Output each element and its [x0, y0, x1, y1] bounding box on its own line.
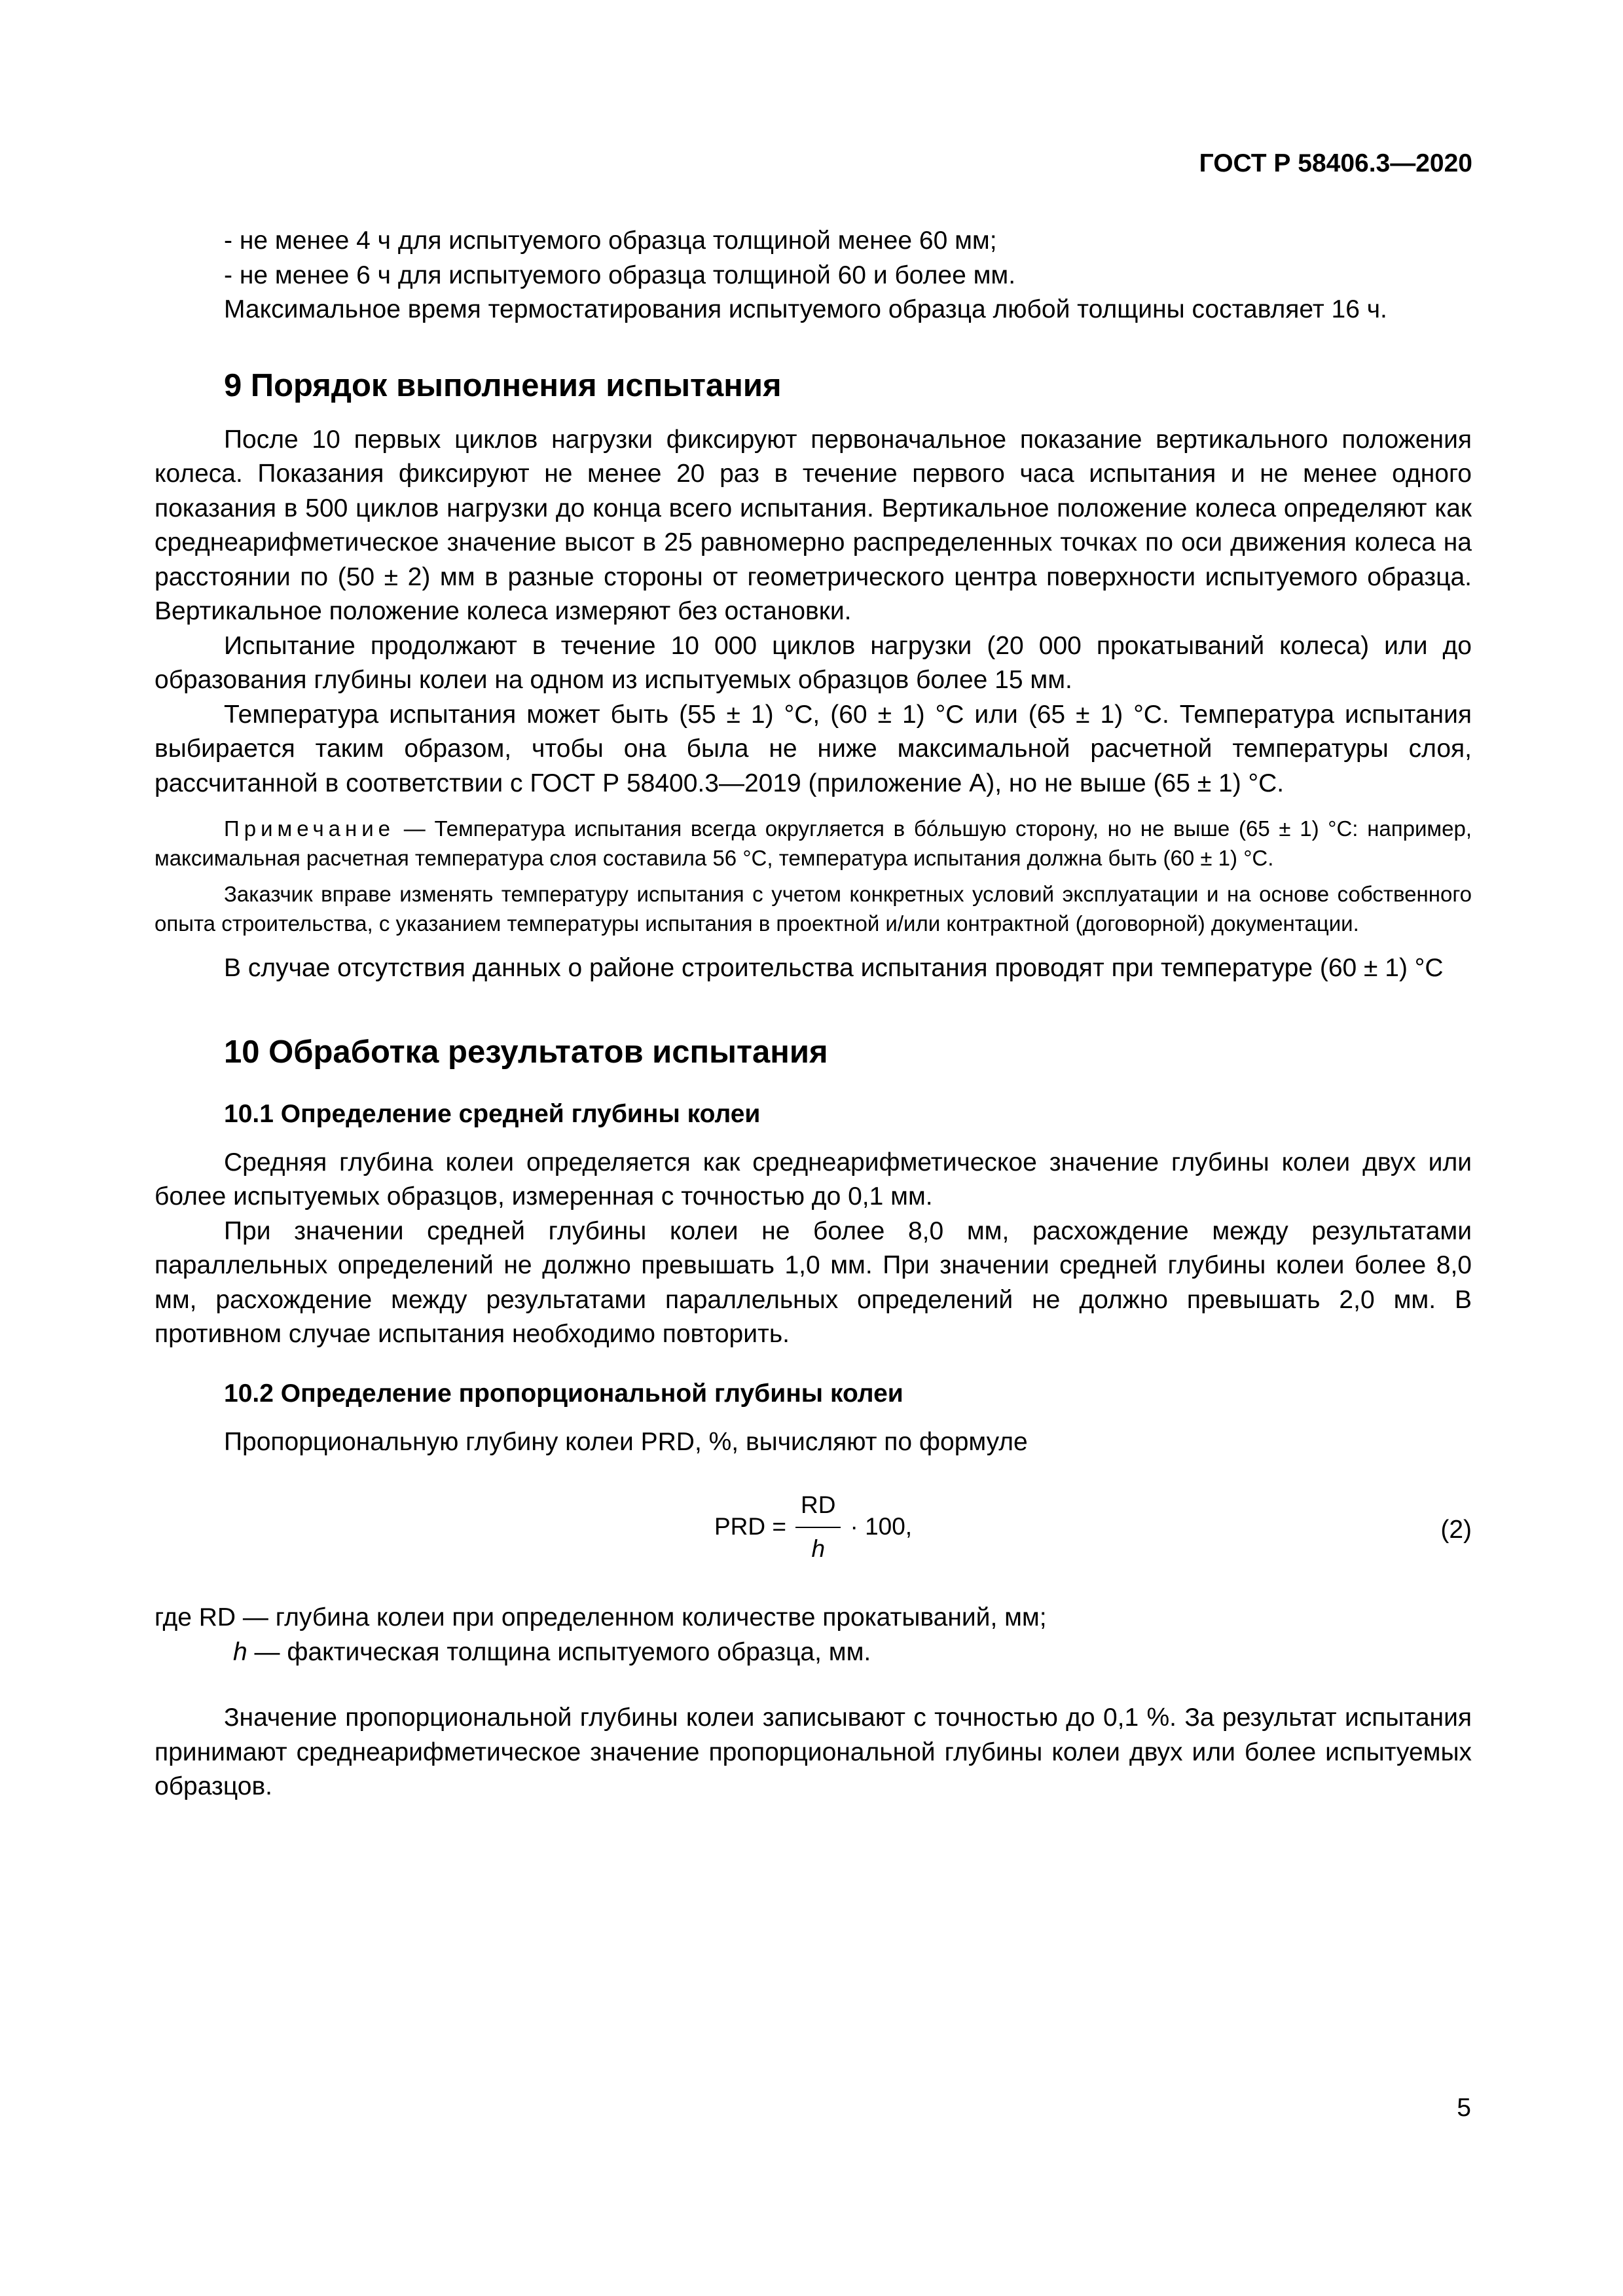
note-label: Примечание	[224, 816, 395, 841]
list-item: - не менее 6 ч для испытуемого образца толщиной 60 и более мм.	[224, 261, 1016, 289]
subsection-heading-10-2: 10.2 Определение пропорциональной глубины колеи	[224, 1379, 903, 1408]
note-text: — Температура испытания всегда округляется в бóльшую сторону, но не выше (65 ± 1) °С: например, максимальная расчетная температура слоя составила 56 °С, температура испытания должна быть (60 ± 1) °С.	[155, 816, 1472, 870]
paragraph: Испытание продолжают в течение 10 000 циклов нагрузки (20 000 прокатываний колеса) или до образования глубины колеи на одном из испытуемых образцов более 15 мм.	[155, 631, 1472, 694]
paragraph: Максимальное время термостатирования испытуемого образца любой толщины составляет 16 ч.	[224, 295, 1387, 323]
where-symbol: h	[233, 1637, 247, 1666]
formula-block	[155, 1482, 1472, 1586]
where-line: где RD — глубина колеи при определенном количестве прокатываний, мм;	[155, 1603, 1047, 1631]
paragraph: После 10 первых циклов нагрузки фиксируют первоначальное показание вертикального положения колеса. Показания фиксируют не менее 20 раз в течение первого часа испытания и не менее одного показания в 500 циклов нагрузки до конца всего испытания. Вертикальное положение колеса определяют как среднеарифметическое значение высот в 25 равномерно распределенных точках по оси движения колеса на расстоянии по (50 ± 2) мм в разные стороны от геометрического центра поверхности испытуемого образца. Вертикальное положение колеса измеряют без остановки.	[155, 425, 1472, 625]
where-text: — фактическая толщина испытуемого образца, мм.	[247, 1637, 871, 1666]
equation-number: (2)	[1440, 1516, 1472, 1544]
formula	[714, 1488, 912, 1566]
paragraph: При значении средней глубины колеи не более 8,0 мм, расхождение между результатами параллельных определений не должно превышать 1,0 мм. При значении средней глубины колеи более 8,0 мм, расхождение между результатами параллельных определений не должно превышать 2,0 мм. В противном случае испытания необходимо повторить.	[155, 1216, 1472, 1348]
formula-lhs: PRD =	[714, 1513, 787, 1540]
list-item: - не менее 4 ч для испытуемого образца толщиной менее 60 мм;	[224, 227, 997, 255]
formula-fraction	[795, 1488, 841, 1566]
section-heading-10: 10 Обработка результатов испытания	[224, 1034, 828, 1070]
note-continuation: Заказчик вправе изменять температуру испытания с учетом конкретных условий эксплуатации и на основе собственного опыта строительства, с указанием температуры испытания в проектной и/или контрактной (договорной) документации.	[155, 882, 1472, 936]
paragraph: Средняя глубина колеи определяется как среднеарифметическое значение глубины колеи двух или более испытуемых образцов, измеренная с точностью до 0,1 мм.	[155, 1148, 1472, 1211]
formula-numerator: RD	[795, 1488, 841, 1528]
page-content	[155, 224, 1472, 1804]
paragraph: Значение пропорциональной глубины колеи записывают с точностью до 0,1 %. За результат испытания принимают среднеарифметическое значение пропорциональной глубины колеи двух или более испытуемых образцов.	[155, 1704, 1472, 1800]
page-number: 5	[1457, 2094, 1471, 2122]
paragraph: Температура испытания может быть (55 ± 1) °С, (60 ± 1) °С или (65 ± 1) °С. Температура испытания выбирается таким образом, чтобы она была не ниже максимальной расчетной температуры слоя, рассчитанной в соответствии с ГОСТ Р 58400.3—2019 (приложение А), но не выше (65 ± 1) °С.	[155, 700, 1472, 797]
paragraph: Пропорциональную глубину колеи PRD, %, вычисляют по формуле	[224, 1427, 1028, 1456]
where-line	[155, 1635, 1472, 1670]
subsection-heading-10-1: 10.1 Определение средней глубины колеи	[224, 1099, 761, 1128]
section-heading-9: 9 Порядок выполнения испытания	[224, 367, 782, 403]
paragraph: В случае отсутствия данных о районе строительства испытания проводят при температуре (60 ± 1) °С	[224, 954, 1444, 982]
formula-rhs: · 100,	[850, 1513, 913, 1540]
formula-denominator: h	[811, 1535, 826, 1562]
document-code: ГОСТ Р 58406.3—2020	[1199, 149, 1472, 177]
note	[155, 814, 1472, 873]
